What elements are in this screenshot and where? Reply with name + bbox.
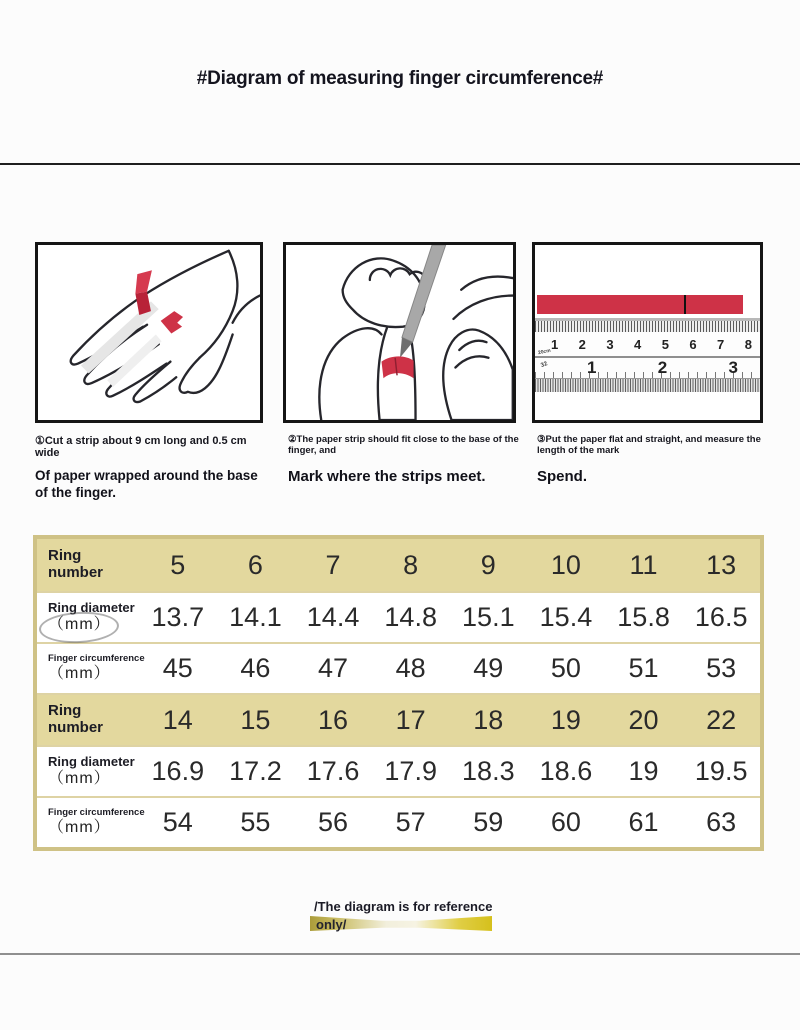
ruler-cm-number: 3 (606, 336, 614, 352)
pen-marking-drawing (286, 245, 513, 420)
table-cell: 17 (395, 704, 426, 735)
table-cell: 17.2 (229, 756, 282, 786)
table-cell: 15.1 (462, 602, 515, 632)
table-cell: 20 (628, 704, 659, 735)
table-cell: 18.6 (539, 756, 593, 786)
bottom-divider (0, 953, 800, 955)
table-cell: 55 (240, 807, 271, 837)
table-cell: 19.5 (694, 756, 748, 786)
table-cell: 15.8 (617, 602, 670, 632)
ruler-fine-ticks (535, 378, 760, 392)
table-cell: 6 (247, 549, 263, 580)
step2-caption (288, 434, 528, 485)
row-unit: （mm） (48, 819, 111, 837)
ruler-inch-number: 3 (728, 358, 738, 377)
table-cell: 47 (318, 653, 349, 683)
row-label: Finger circumference (48, 806, 145, 818)
table-cell: 49 (473, 653, 504, 683)
table-cell: 56 (318, 807, 349, 837)
table-cell: 15 (240, 704, 271, 735)
step3-caption-big: Spend. (537, 468, 588, 485)
table-row-finger-circumference-1 (37, 642, 760, 693)
table-cell: 18 (473, 704, 504, 735)
table-cell: 16.9 (151, 756, 205, 786)
table-row-ring-number-1 (37, 539, 760, 591)
table-cell: 63 (706, 807, 737, 837)
table-row-ring-diameter-2 (37, 745, 760, 796)
measure-mark (684, 295, 686, 314)
table-cell: 16.5 (694, 602, 748, 632)
table-cell: 59 (473, 807, 504, 837)
ruler-cm-scale (535, 332, 760, 356)
table-cell: 19 (628, 756, 659, 786)
table-cell: 9 (480, 549, 496, 580)
table-cell: 14.1 (229, 602, 282, 632)
table-cell: 17.6 (306, 756, 360, 786)
illustration-pen-marking (283, 242, 516, 423)
table-cell: 60 (550, 807, 581, 837)
table-cell: 15.4 (539, 602, 593, 632)
illustration-ruler (532, 242, 763, 423)
table-cell: 11 (629, 549, 658, 580)
table-cell: 50 (550, 653, 581, 683)
row-label: Finger circumference (48, 652, 145, 664)
footer-note (314, 899, 574, 932)
step3-caption-small: ③Put the paper flat and straight, and measure the length of the mark (537, 434, 761, 456)
table-cell: 13.7 (151, 602, 205, 632)
ruler-cm-label: 20cm (537, 347, 552, 357)
table-cell: 57 (395, 807, 426, 837)
table-cell: 17.9 (384, 756, 437, 786)
step1-caption (35, 434, 273, 502)
table-cell: 22 (706, 704, 737, 735)
table-cell: 54 (162, 807, 193, 837)
table-cell: 14.8 (384, 602, 437, 632)
ruler-cm-number: 2 (578, 336, 586, 352)
hand-strip-drawing (38, 245, 260, 420)
ruler-inch-number: 1 (587, 358, 597, 377)
table-row-ring-number-2 (37, 693, 760, 745)
step2-caption-big: Mark where the strips meet. (288, 468, 486, 485)
table-cell: 51 (628, 653, 659, 683)
row-label: Ring diameter (48, 753, 135, 769)
step2-caption-small: ②The paper strip should fit close to the base of the finger, and (288, 434, 519, 456)
ruler-cm-number: 5 (661, 336, 669, 352)
footer-line2: only/ (316, 917, 347, 932)
table-cell: 53 (706, 653, 737, 683)
footer-line1: /The diagram is for reference (314, 899, 493, 914)
illustration-hand-strip (35, 242, 263, 423)
step1-caption-big: Of paper wrapped around the base of the finger. (35, 468, 258, 500)
table-row-finger-circumference-2 (37, 796, 760, 847)
table-cell: 46 (240, 653, 271, 683)
row-unit: （mm） (48, 770, 111, 788)
table-cell: 7 (325, 549, 341, 580)
table-cell: 61 (628, 807, 659, 837)
ruler-cm-number: 1 (551, 336, 559, 352)
ruler-cm-number: 8 (744, 336, 752, 352)
ruler-inch-label: 32 (540, 361, 549, 369)
table-cell: 48 (395, 653, 426, 683)
table-cell: 45 (162, 653, 193, 683)
table-row-ring-diameter-1 (37, 591, 760, 642)
ring-size-table (33, 535, 764, 851)
ruler-inch-scale (535, 356, 760, 378)
table-cell: 14 (162, 704, 193, 735)
ruler-cm-number: 7 (717, 336, 725, 352)
table-cell: 16 (318, 704, 349, 735)
ruler-mm-ticks (535, 318, 760, 332)
row-unit: （mm） (48, 616, 111, 634)
step1-caption-small: ①Cut a strip about 9 cm long and 0.5 cm wide (35, 435, 247, 459)
page-title: #Diagram of measuring finger circumference# (196, 68, 604, 89)
table-cell: 14.4 (306, 602, 360, 632)
ruler-inch-number: 2 (657, 358, 668, 377)
table-cell: 8 (403, 549, 419, 580)
red-paper-strip (537, 295, 743, 314)
table-cell: 10 (550, 549, 581, 580)
row-label: Ring number (48, 702, 104, 736)
ruler (535, 318, 760, 392)
table-cell: 13 (706, 549, 737, 580)
top-divider (0, 163, 800, 165)
row-label: Ring diameter (48, 599, 135, 615)
step3-caption (537, 434, 789, 485)
row-unit: （mm） (48, 665, 111, 683)
row-label: Ring number (48, 547, 104, 581)
table-cell: 19 (550, 704, 581, 735)
ruler-cm-number: 6 (689, 336, 697, 352)
table-cell: 5 (170, 549, 186, 580)
ruler-cm-number: 4 (634, 336, 642, 352)
table-cell: 18.3 (462, 756, 515, 786)
